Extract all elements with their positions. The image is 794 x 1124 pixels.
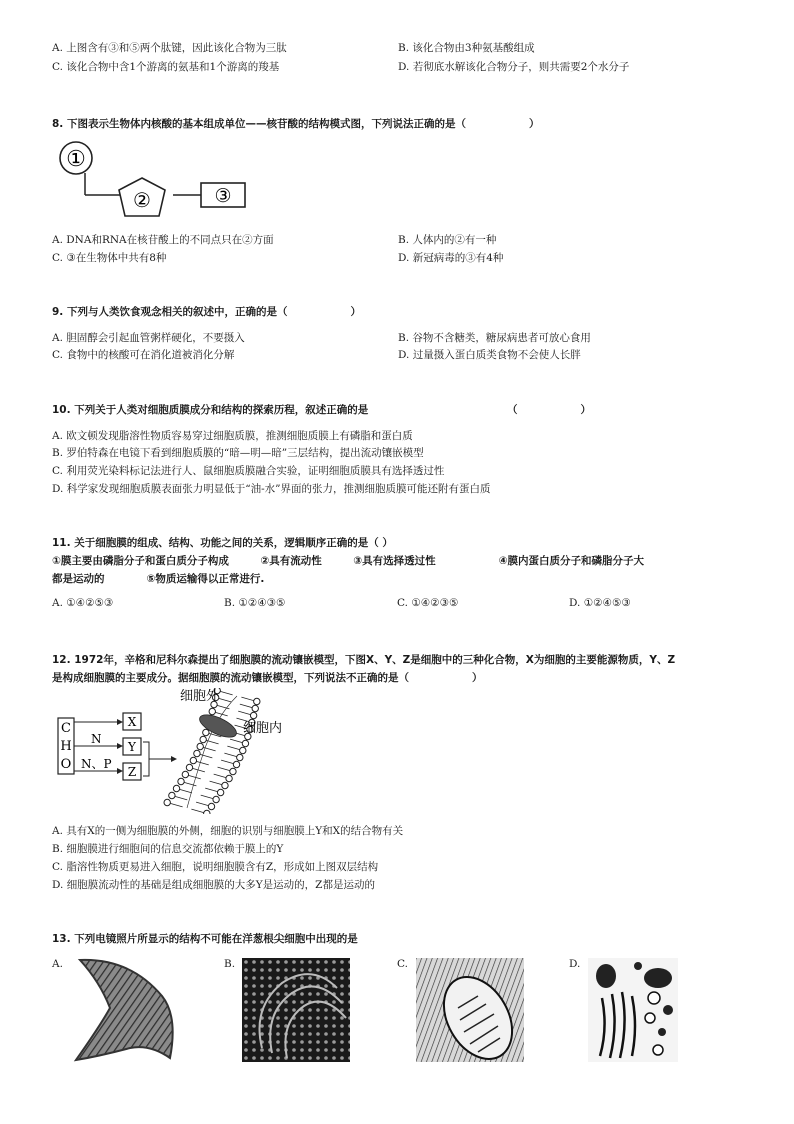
lipid-head xyxy=(217,789,223,795)
lipid-head xyxy=(250,712,256,718)
q7-option-a: A. 上图含有③和⑤两个肽键，因此该化合物为三肽 xyxy=(52,42,287,54)
q11-option-d: D. ①②④⑤③ xyxy=(569,597,631,609)
q10-option-c: C. 利用荧光染料标记法进行人、鼠细胞质膜融合实验，证明细胞质膜具有选择透过性 xyxy=(52,465,445,477)
lipid-head xyxy=(222,782,228,788)
lipid-head xyxy=(254,698,260,704)
element-c: C xyxy=(61,721,71,736)
element-h: H xyxy=(60,739,72,754)
nucleotide-diagram xyxy=(55,140,255,220)
q10-option-b: B. 罗伯特森在电镜下看到细胞质膜的“暗—明—暗”三层结构，提出流动镶嵌模型 xyxy=(52,447,424,459)
micrograph-c-mitochondrion xyxy=(416,958,524,1062)
lipid-head xyxy=(226,775,232,781)
q11-option-b: B. ①②④③⑤ xyxy=(224,597,286,609)
fluid-mosaic-diagram xyxy=(55,688,315,814)
q7-option-c: C. 该化合物中含1个游离的氨基和1个游离的羧基 xyxy=(52,61,280,73)
q8-option-d: D. 新冠病毒的③有4种 xyxy=(398,252,504,264)
label-n-p: N、P xyxy=(81,757,112,771)
q12-stem-line2: 是构成细胞膜的主要成分。据细胞膜的流动镶嵌模型，下列说法不正确的是（ ） xyxy=(52,672,483,684)
diagram-label-3: ③ xyxy=(214,185,232,207)
lipid-head xyxy=(213,796,219,802)
lipid-head xyxy=(209,708,215,714)
q10-answer-paren: （ ） xyxy=(507,404,591,416)
q11-statements-line1: ①膜主要由磷脂分子和蛋白质分子构成 ②具有流动性 ③具有选择透过性 ④膜内蛋白质分子和磷脂分子大 xyxy=(52,555,645,567)
label-n: N xyxy=(91,732,102,746)
q9-option-d: D. 过量摄入蛋白质类食物不会使人长胖 xyxy=(398,349,581,361)
phospholipid-bilayer xyxy=(164,688,260,814)
micrograph-b xyxy=(242,958,350,1062)
q8-option-a: A. DNA和RNA在核苷酸上的不同点只在②方面 xyxy=(52,234,274,246)
q10-option-d: D. 科学家发现细胞质膜表面张力明显低于“油-水”界面的张力，推测细胞质膜可能还附有蛋白质 xyxy=(52,483,491,495)
lipid-head xyxy=(173,785,179,791)
q8-option-b: B. 人体内的②有一种 xyxy=(398,234,497,246)
lipid-head xyxy=(252,705,258,711)
q11-option-c: C. ①④②③⑤ xyxy=(397,597,459,609)
q10-stem: 10. 下列关于人类对细胞质膜成分和结构的探索历程，叙述正确的是 xyxy=(52,404,369,416)
lipid-head xyxy=(242,740,248,746)
label-cell-outside: 细胞外 xyxy=(180,689,220,704)
q13-stem: 13. 下列电镜照片所显示的结构不可能在洋葱根尖细胞中出现的是 xyxy=(52,933,358,945)
q13-label-a: A. xyxy=(52,958,63,970)
lipid-head xyxy=(208,803,214,809)
q7-option-b: B. 该化合物由3种氨基酸组成 xyxy=(398,42,535,54)
q13-label-d: D. xyxy=(569,958,581,970)
micrograph-a-chloroplast xyxy=(70,956,180,1064)
label-cell-inside: 细胞内 xyxy=(243,721,283,736)
q12-option-c: C. 脂溶性物质更易进入细胞，说明细胞膜含有Z，形成如上图双层结构 xyxy=(52,861,379,873)
q13-label-c: C. xyxy=(397,958,408,970)
lipid-head xyxy=(164,799,170,805)
lipid-head xyxy=(186,764,192,770)
q12-option-a: A. 具有X的一侧为细胞膜的外侧，细胞的识别与细胞膜上Y和X的结合物有关 xyxy=(52,825,404,837)
q11-stem: 11. 关于细胞膜的组成、结构、功能之间的关系，逻辑顺序正确的是（ ） xyxy=(52,537,393,549)
compound-z: Z xyxy=(127,765,137,779)
lipid-head xyxy=(194,750,200,756)
lipid-head xyxy=(182,771,188,777)
compound-y: Y xyxy=(128,740,136,754)
lipid-head xyxy=(237,754,243,760)
lipid-head xyxy=(200,736,206,742)
diagram-label-1: ① xyxy=(66,147,86,172)
lipid-head xyxy=(197,743,203,749)
q12-option-b: B. 细胞膜进行细胞间的信息交流都依赖于膜上的Y xyxy=(52,843,284,855)
lipid-head xyxy=(169,792,175,798)
lipid-head xyxy=(204,810,210,814)
q9-stem: 9. 下列与人类饮食观念相关的叙述中，正确的是（ ） xyxy=(52,306,361,318)
q12-stem-line1: 12. 1972年，辛格和尼科尔森提出了细胞膜的流动镶嵌模型，下图X、Y、Z是细胞中的三种化合物，X为细胞的主要能源物质，Y、Z xyxy=(52,654,676,666)
lipid-head xyxy=(240,747,246,753)
element-o: O xyxy=(60,757,72,772)
lipid-head xyxy=(233,761,239,767)
q10-option-a: A. 欧文顿发现脂溶性物质容易穿过细胞质膜，推测细胞质膜上有磷脂和蛋白质 xyxy=(52,430,413,442)
lipid-head xyxy=(203,729,209,735)
q11-statements-line2: 都是运动的 ⑤物质运输得以正常进行. xyxy=(52,573,265,585)
lipid-head xyxy=(178,778,184,784)
lipid-head xyxy=(230,768,236,774)
q9-option-b: B. 谷物不含糖类，糖尿病患者可放心食用 xyxy=(398,332,591,344)
lipid-head xyxy=(190,757,196,763)
q11-option-a: A. ①④②⑤③ xyxy=(52,597,114,609)
q8-stem: 8. 下图表示生物体内核酸的基本组成单位——核苷酸的结构模式图，下列说法正确的是（ ） xyxy=(52,118,540,130)
q9-option-a: A. 胆固醇会引起血管粥样硬化，不要摄入 xyxy=(52,332,245,344)
micrograph-d xyxy=(588,958,678,1062)
q8-option-c: C. ③在生物体中共有8种 xyxy=(52,252,167,264)
q12-option-d: D. 细胞膜流动性的基础是组成细胞膜的大多Y是运动的，Z都是运动的 xyxy=(52,879,375,891)
q7-option-d: D. 若彻底水解该化合物分子，则共需要2个水分子 xyxy=(398,61,630,73)
q9-option-c: C. 食物中的核酸可在消化道被消化分解 xyxy=(52,349,235,361)
diagram-label-2: ② xyxy=(133,188,151,212)
q13-label-b: B. xyxy=(224,958,236,970)
compound-x: X xyxy=(127,715,137,729)
